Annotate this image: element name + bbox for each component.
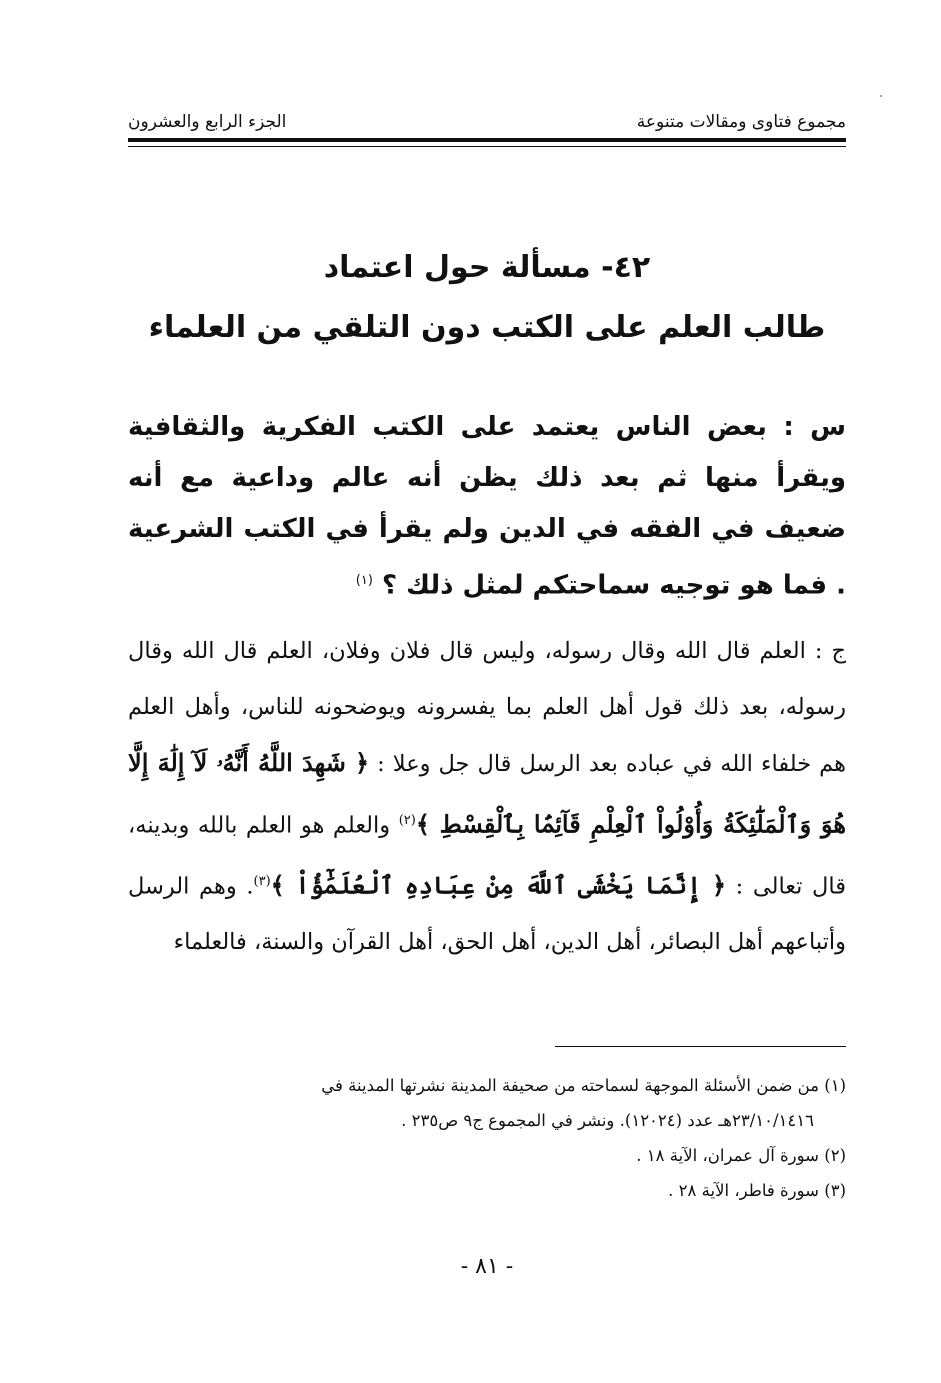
scan-speck [880, 95, 882, 97]
footnote-1-line-2: ٢٣/١٠/١٤١٦هـ عدد (١٢٠٢٤). ونشر في المجموع ج٩ ص٢٣٥ . [401, 1111, 814, 1130]
header-rule-thick [128, 138, 846, 142]
answer-text-1: ج : العلم قال الله وقال رسوله، وليس قال فلان وفلان، العلم قال الله وقال رسوله، بعد ذلك قول أهل العلم بما يفسرونه ويوضحونه للناس، وأهل العلم هم خلفاء الله في عباده بعد الرسل قال جل وعلا : [128, 638, 846, 777]
answer-text-2: والعلم هو العلم بالله وبدينه، قال تعالى : [128, 812, 846, 899]
question-text: س : بعض الناس يعتمد على الكتب الفكرية والثقافية ويقرأ منها ثم بعد ذلك يظن أنه عالم وداعية مع أنه ضعيف في الفقه في الدين ولم يقرأ في الكتب الشرعية . فما هو توجيه سماحتكم لمثل ذلك ؟ [128, 412, 846, 601]
footnote-separator [555, 1046, 846, 1047]
footnote-2: (٢) سورة آل عمران، الآية ١٨ . [636, 1146, 846, 1165]
quran-verse-1: ﴿ شَهِدَ اللَّهُ أَنَّهُۥ لَآ إِلَٰهَ إِلَّا هُوَ وَٱلْمَلَٰٓئِكَةُ وَأُوْلُواْ ٱلْعِلْمِ قَآئِمَۢا بِٱلْقِسْطِ ﴾ [128, 748, 847, 838]
header-rule-thin [128, 146, 846, 147]
book-title: مجموع فتاوى ومقالات متنوعة [636, 112, 846, 132]
running-header [128, 98, 846, 132]
footnote-ref-2: (٢) [398, 812, 416, 828]
answer-paragraph [128, 624, 846, 970]
footnote-3: (٣) سورة فاطر، الآية ٢٨ . [668, 1181, 846, 1200]
footnotes [128, 1068, 846, 1208]
title-line-1: ٤٢- مسألة حول اعتماد [323, 250, 651, 285]
quran-verse-2: ﴿ إِنَّمَا يَخْشَى ٱللَّهَ مِنْ عِبَادِهِ ٱلْعُلَمَٰٓؤُاْ ﴾ [270, 870, 727, 899]
answer-text-3: . وهم الرسل وأتباعهم أهل البصائر، أهل الدين، أهل الحق، أهل القرآن والسنة، فالعلماء [128, 873, 846, 955]
page-number: - ٨١ - [460, 1254, 514, 1279]
volume-label: الجزء الرابع والعشرون [128, 112, 287, 132]
section-title [128, 238, 846, 358]
title-line-2: طالب العلم على الكتب دون التلقي من العلماء [148, 310, 826, 345]
footnote-ref-3: (٣) [253, 873, 271, 889]
footnote-ref-1: (١) [355, 573, 373, 588]
footnote-1-line-1: (١) من ضمن الأسئلة الموجهة لسماحته من صحيفة المدينة نشرتها المدينة في [321, 1076, 846, 1095]
question-paragraph [128, 402, 846, 612]
